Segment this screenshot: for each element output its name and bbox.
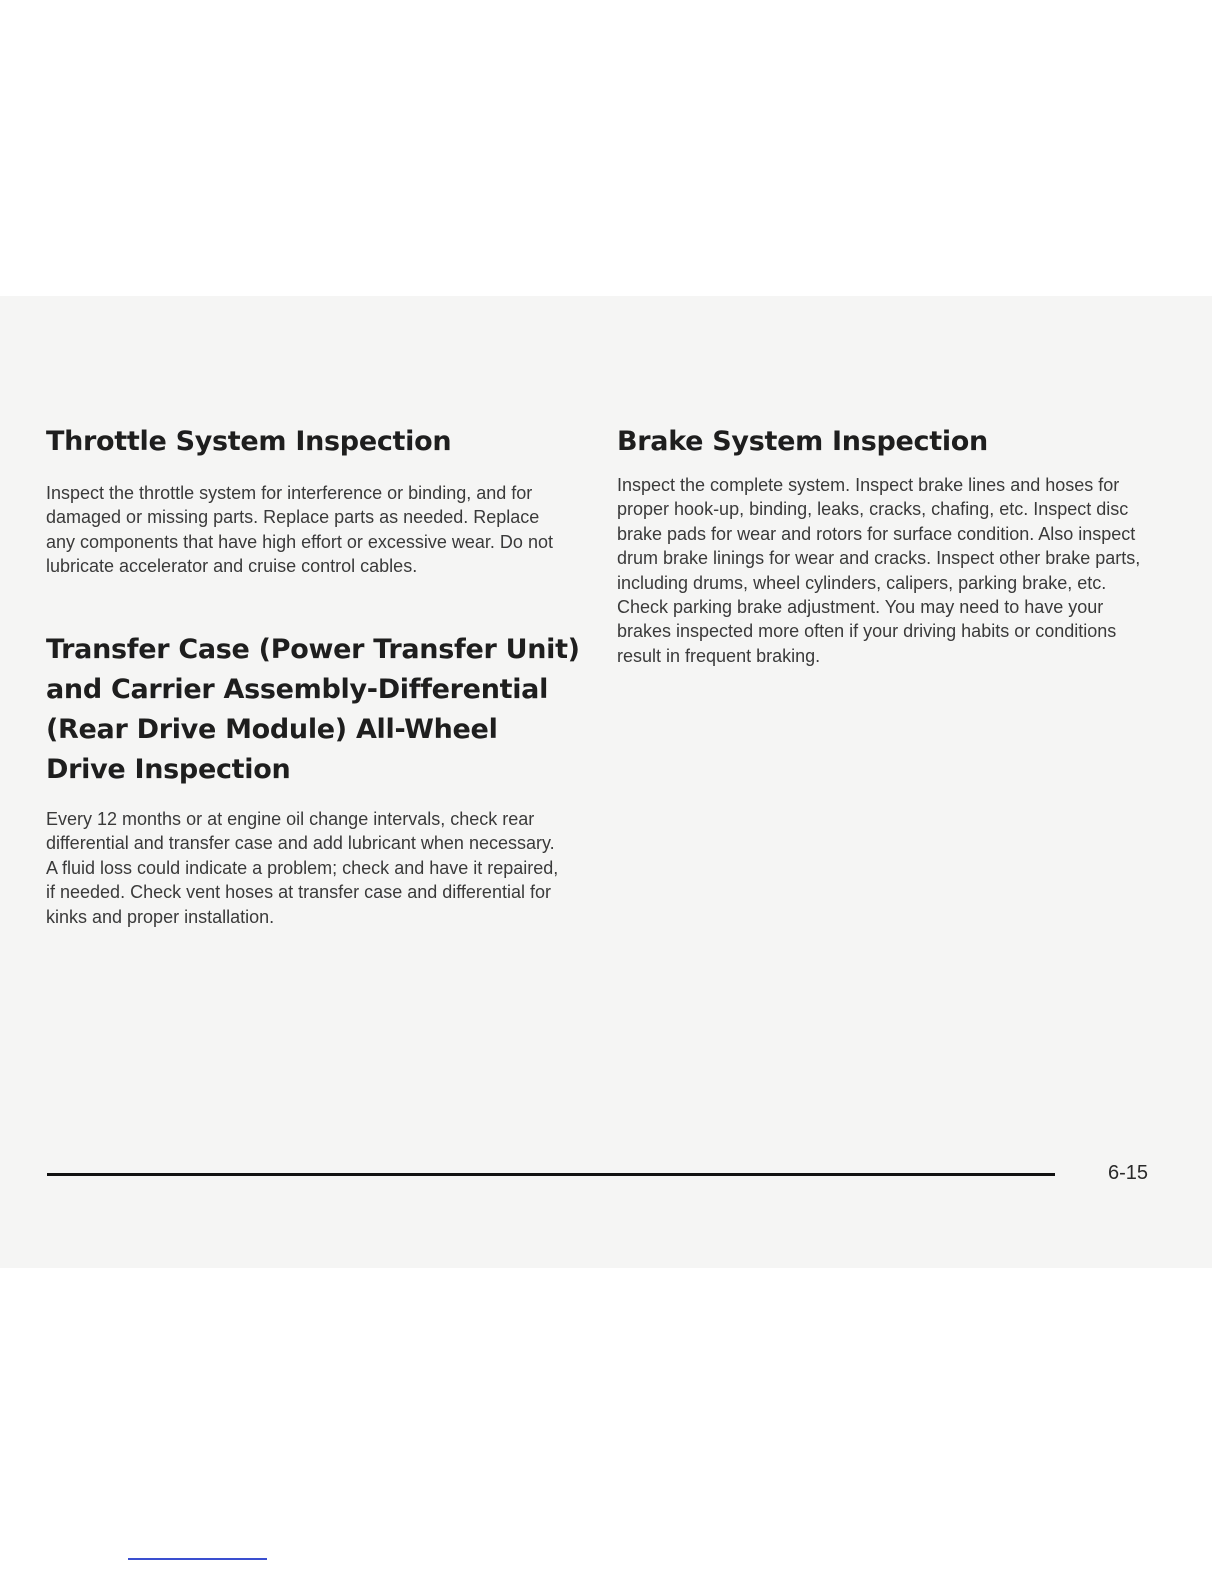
page-number: 6-15 (1108, 1162, 1149, 1184)
manual-page (0, 296, 1212, 1268)
brake-section-heading: Brake System Inspection (617, 426, 988, 457)
footer-rule (47, 1173, 1055, 1176)
throttle-section-heading: Throttle System Inspection (46, 426, 452, 457)
transfer-case-section-body: Every 12 months or at engine oil change intervals, check rear differential and transfer case and add lubricant when necessary. A fluid loss could indicate a problem; check and have it repaired, if needed. Check vent hoses at transfer case and differential for kinks and proper installation. (46, 809, 559, 927)
throttle-section-body: Inspect the throttle system for interference or binding, and for damaged or missing parts. Replace parts as needed. Replace any components that have high effort or excessive wear. Do not lubricate accelerator and cruise control cables. (46, 483, 553, 577)
brake-section-body: Inspect the complete system. Inspect brake lines and hoses for proper hook-up, binding, leaks, cracks, chafing, etc. Inspect disc brake pads for wear and rotors for surface condition. Also inspect drum brake linings for wear and cracks. Inspect other brake parts, including drums, wheel cylinders, calipers, parking brake, etc. Check parking brake adjustment. You may need to have your brakes inspected more often if your driving habits or conditions result in frequent braking. (617, 475, 1141, 666)
transfer-case-section-heading: Transfer Case (Power Transfer Unit) and Carrier Assembly-Differential (Rear Drive Module) All-Wheel Drive Inspection (46, 634, 580, 785)
footer-link-underline (128, 1558, 267, 1560)
